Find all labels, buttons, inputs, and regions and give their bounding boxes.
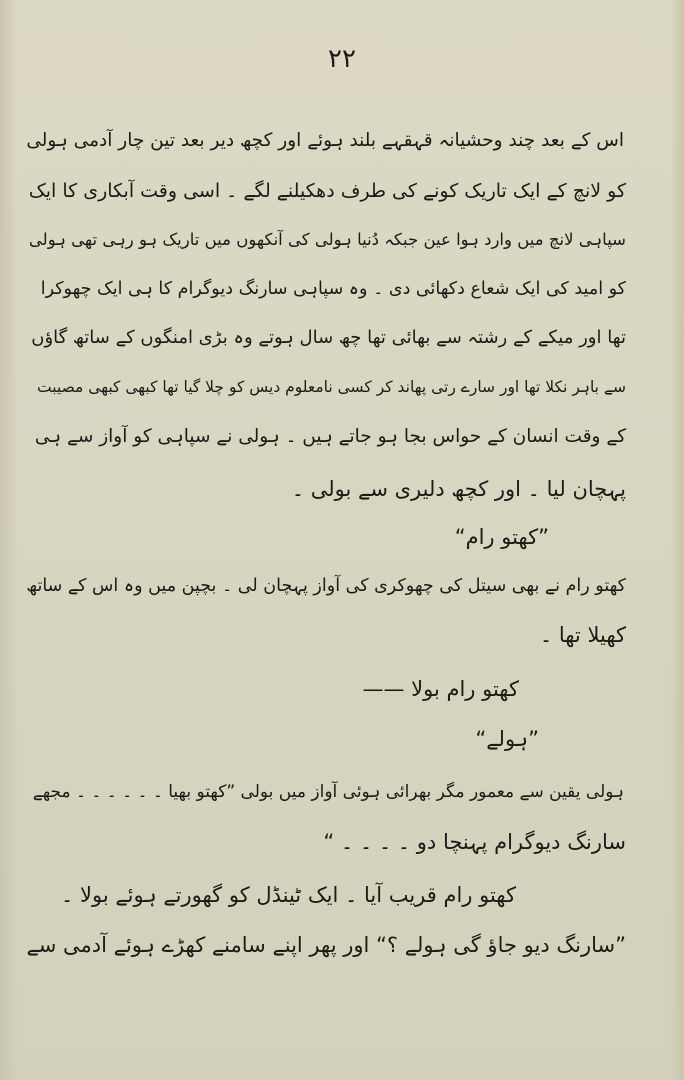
text-line: کو امید کی ایک شعاع دکھائی دی ۔ وہ سپاہی سارنگ دیوگرام کا ہی ایک چھوکرا: [40, 279, 626, 299]
text-line: اس کے بعد چند وحشیانہ قہقہے بلند ہوئے اور کچھ دیر بعد تین چار آدمی ہولی: [26, 130, 624, 151]
text-line: کھتو رام نے بھی سیتل کی چھوکری کی آواز پہچان لی ۔ بچپن میں وہ اس کے ساتھ: [26, 576, 626, 596]
text-line: سارنگ دیوگرام پہنچا دو ۔ ۔ ۔ ۔ “: [323, 830, 626, 854]
dialogue-line: ”ہولے“: [475, 727, 539, 751]
text-line: کھتو رام بولا ——: [362, 677, 519, 701]
text-line: تھا اور میکے کے رشتہ سے بھائی تھا چھ سال ہوتے وہ بڑی امنگوں کے ساتھ گاؤں: [31, 327, 626, 348]
text-line: ”سارنگ دیو جاؤ گی ہولے ؟“ اور پھر اپنے سامنے کھڑے ہوئے آدمی سے: [26, 933, 626, 957]
text-line: کھیلا تھا ۔: [539, 623, 626, 647]
text-line: سے باہر نکلا تھا اور سارے رتی پھاند کر کسی نامعلوم دیس کو چلا گیا تھا کبھی کبھی مصیبت: [37, 378, 626, 396]
text-line: ہولی یقین سے معمور مگر بھرائی ہوئی آواز میں بولی ”کھتو بھیا ۔ ۔ ۔ ۔ ۔ ۔ مجھے: [32, 782, 624, 802]
dialogue-line: ”کھتو رام“: [454, 525, 549, 549]
text-line: کھتو رام قریب آیا ۔ ایک ٹینڈل کو گھورتے ہوئے بولا ۔: [61, 883, 516, 907]
text-line: کو لانچ کے ایک تاریک کونے کی طرف دھکیلنے لگے ۔ اسی وقت آبکاری کا ایک: [28, 180, 626, 202]
text-line: کے وقت انسان کے حواس بجا ہو جاتے ہیں ۔ ہولی نے سپاہی کو آواز سے ہی: [34, 426, 626, 447]
text-line: پہچان لیا ۔ اور کچھ دلیری سے بولی ۔: [291, 477, 626, 501]
text-line: سپاہی لانچ میں وارد ہوا عین جبکہ دُنیا ہولی کی آنکھوں میں تاریک ہو رہی تھی ہولی: [28, 230, 626, 249]
page-number: ۲۲: [328, 44, 356, 74]
